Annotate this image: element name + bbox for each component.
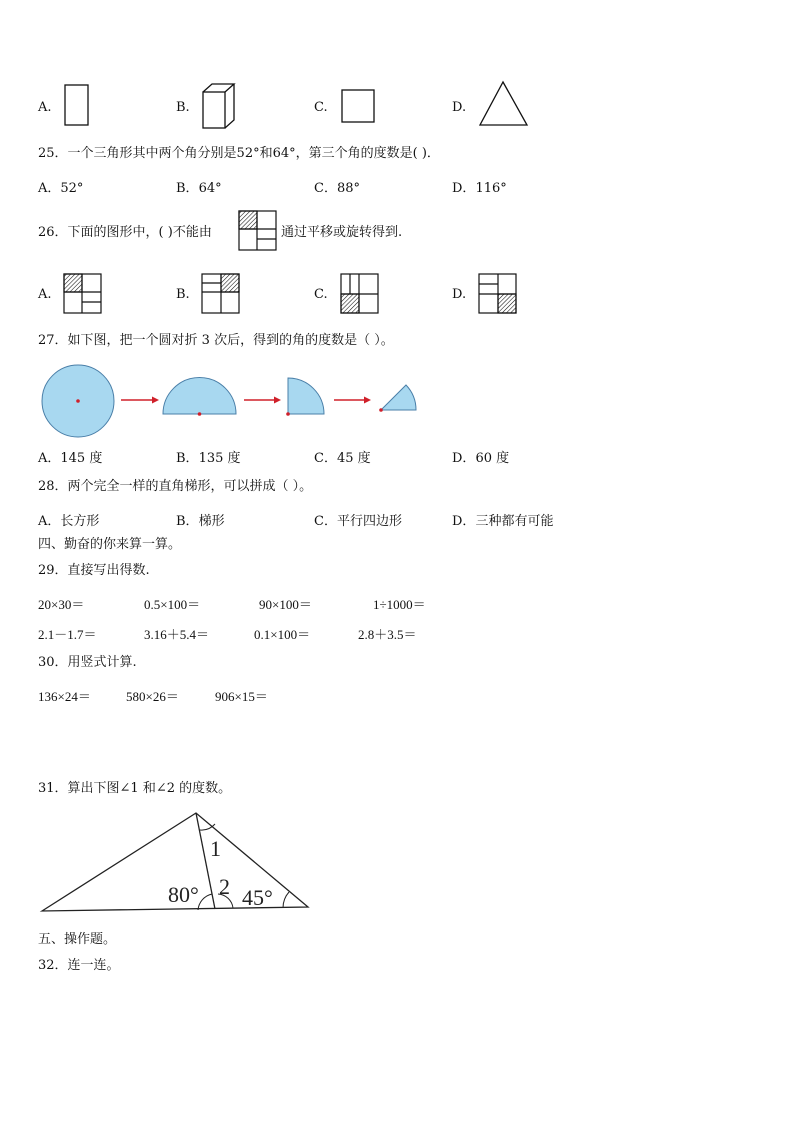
q28-option-c bbox=[314, 510, 402, 529]
q31-80-degree-label: 80° bbox=[168, 882, 199, 907]
q29-question-text: 29．直接写出得数. bbox=[38, 563, 150, 578]
q26-question-text-after: 通过平移或旋转得到. bbox=[281, 225, 403, 240]
q29-expression: 2.1－1.7＝ bbox=[38, 627, 97, 642]
q26-option-b-letter: B. bbox=[176, 287, 190, 302]
q25-option-b bbox=[176, 177, 222, 196]
option-letter: C． bbox=[314, 181, 337, 196]
q26-question-text-before: 26．下面的图形中，( )不能由 bbox=[38, 225, 212, 240]
q24-option-b-letter: B. bbox=[176, 100, 190, 115]
q29-expression: 90×100＝ bbox=[259, 597, 312, 612]
q27-option-b bbox=[176, 447, 241, 466]
q27-semicircle bbox=[163, 378, 236, 415]
q26-option-a-letter: A. bbox=[38, 287, 52, 302]
q28-option-a bbox=[38, 510, 99, 529]
option-value: 长方形 bbox=[60, 514, 100, 529]
option-value: 52° bbox=[60, 181, 84, 196]
q27-option-a bbox=[38, 447, 102, 466]
q25-option-d bbox=[452, 177, 507, 196]
option-letter: D． bbox=[452, 514, 476, 529]
q27-option-c bbox=[314, 447, 371, 466]
q29-expression: 0.1×100＝ bbox=[254, 627, 311, 642]
q30-expression: 906×15＝ bbox=[215, 689, 268, 704]
q27-question-text: 27．如下图，把一个圆对折 3 次后，得到的角的度数是（ ）。 bbox=[38, 333, 394, 348]
option-value: 45 度 bbox=[336, 451, 371, 466]
q29-expression: 1÷1000＝ bbox=[373, 597, 426, 612]
option-letter: C． bbox=[314, 451, 337, 466]
q28-option-d bbox=[452, 510, 553, 529]
q25-option-a bbox=[38, 177, 83, 196]
q24-option-d-letter: D. bbox=[452, 100, 467, 115]
option-value: 60 度 bbox=[475, 451, 510, 466]
option-letter: B． bbox=[176, 451, 199, 466]
q27-quarter-circle bbox=[288, 378, 324, 414]
q29-expression: 20×30＝ bbox=[38, 597, 85, 612]
q26-reference-figure bbox=[238, 210, 278, 252]
q29-expression: 2.8＋3.5＝ bbox=[358, 627, 417, 642]
option-letter: A． bbox=[38, 514, 61, 529]
q29-expression: 3.16＋5.4＝ bbox=[144, 627, 210, 642]
option-value: 145 度 bbox=[60, 451, 103, 466]
option-value: 88° bbox=[336, 181, 360, 196]
q31-angle-2-label: 2 bbox=[219, 874, 230, 899]
q28-question-text: 28．两个完全一样的直角梯形，可以拼成（ ）。 bbox=[38, 479, 313, 494]
q26-option-d-figure bbox=[478, 273, 518, 315]
q30-expression: 580×26＝ bbox=[126, 689, 179, 704]
section-5-heading: 五、操作题。 bbox=[38, 932, 117, 947]
q30-expression: 136×24＝ bbox=[38, 689, 91, 704]
option-letter: D． bbox=[452, 181, 476, 196]
option-letter: A． bbox=[38, 181, 61, 196]
q26-option-c-letter: C. bbox=[314, 287, 328, 302]
q24-option-c-letter: C. bbox=[314, 100, 328, 115]
q24-triangle-shape bbox=[478, 80, 530, 128]
q31-45-degree-label: 45° bbox=[242, 885, 273, 910]
option-letter: B． bbox=[176, 181, 199, 196]
q29-expression: 0.5×100＝ bbox=[144, 597, 201, 612]
option-value: 三种都有可能 bbox=[475, 514, 554, 529]
q26-option-a-figure bbox=[63, 273, 103, 315]
q24-cuboid-shape bbox=[201, 82, 237, 130]
q28-option-b bbox=[176, 510, 225, 529]
section-4-heading: 四、勤奋的你来算一算。 bbox=[38, 537, 182, 552]
option-letter: C． bbox=[314, 514, 337, 529]
q30-question-text: 30．用竖式计算. bbox=[38, 655, 137, 670]
q24-tall-rectangle-shape bbox=[64, 84, 90, 128]
option-letter: D． bbox=[452, 451, 476, 466]
option-value: 64° bbox=[198, 181, 222, 196]
q27-eighth-sector bbox=[381, 385, 416, 410]
q27-folding-diagram bbox=[40, 364, 420, 440]
q26-option-d-letter: D. bbox=[452, 287, 467, 302]
option-value: 116° bbox=[475, 181, 507, 196]
q31-triangle-figure bbox=[40, 810, 312, 914]
q25-question-text: 25．一个三角形其中两个角分别是52°和64°，第三个角的度数是( )． bbox=[38, 146, 440, 161]
q24-option-a-letter: A. bbox=[38, 100, 52, 115]
q27-option-d bbox=[452, 447, 509, 466]
q32-question-text: 32．连一连。 bbox=[38, 958, 120, 973]
option-letter: B． bbox=[176, 514, 199, 529]
q26-option-c-figure bbox=[340, 273, 380, 315]
q31-angle-1-label: 1 bbox=[210, 836, 221, 861]
option-letter: A． bbox=[38, 451, 61, 466]
option-value: 135 度 bbox=[198, 451, 241, 466]
q24-square-shape bbox=[341, 89, 377, 125]
option-value: 梯形 bbox=[198, 514, 225, 529]
q25-option-c bbox=[314, 177, 360, 196]
q26-option-b-figure bbox=[201, 273, 241, 315]
option-value: 平行四边形 bbox=[336, 514, 402, 529]
q31-question-text: 31．算出下图∠1 和∠2 的度数。 bbox=[38, 781, 232, 796]
